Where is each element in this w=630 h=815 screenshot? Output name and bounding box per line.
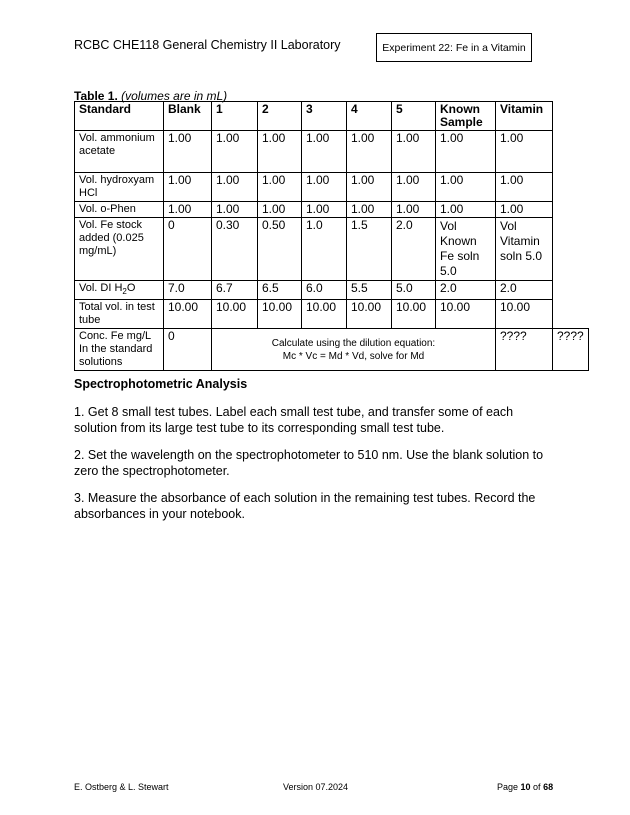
table-cell: 0.50: [258, 218, 302, 281]
page-label: Page: [497, 782, 521, 792]
header-cell: Known Sample: [436, 102, 496, 131]
table-row: [75, 131, 589, 173]
table-cell: 10.00: [496, 300, 553, 329]
step-3: 3. Measure the absorbance of each solution in the remaining test tubes. Record the absorbances in your notebook.: [74, 491, 536, 521]
experiment-title: Experiment 22: Fe in a Vitamin: [382, 41, 526, 54]
table-row: [75, 281, 589, 300]
row-label: Vol. Fe stock added (0.025 mg/mL): [75, 218, 164, 281]
table-cell: 1.00: [392, 173, 436, 202]
table-cell: 0: [164, 218, 212, 281]
table-cell: 1.00: [302, 173, 347, 202]
table-cell: 10.00: [436, 300, 496, 329]
table-cell: 1.0: [302, 218, 347, 281]
table-cell: 5.0: [392, 281, 436, 300]
table-cell: 1.00: [392, 202, 436, 218]
table-cell: ????: [496, 329, 553, 371]
table-cell: 1.00: [164, 131, 212, 173]
step-1: 1. Get 8 small test tubes. Label each small test tube, and transfer some of each solution from its large test tube to its corresponding small test tube.: [74, 405, 514, 435]
header-cell: Standard: [75, 102, 164, 131]
table-cell: 1.00: [347, 173, 392, 202]
table-row: [75, 218, 589, 281]
table-cell: 10.00: [258, 300, 302, 329]
row-label-text: O: [126, 282, 136, 294]
dilution-equation: Mc * Vc = Md * Vd, solve for Md: [282, 350, 425, 362]
table-row: [75, 202, 589, 218]
table-cell: 10.00: [212, 300, 258, 329]
table-caption-label: Table 1.: [74, 89, 118, 103]
table-cell: 1.00: [212, 202, 258, 218]
page-total: 68: [543, 782, 554, 792]
table-cell: 1.00: [436, 202, 496, 218]
table-cell: 6.7: [212, 281, 258, 300]
volume-table: [74, 101, 589, 371]
table-cell: 2.0: [392, 218, 436, 281]
table-cell: 10.00: [347, 300, 392, 329]
table-cell: 1.00: [496, 173, 553, 202]
table-cell: ????: [553, 329, 589, 371]
row-label: Vol. ammonium acetate: [75, 131, 164, 173]
footer-page-number: [497, 782, 553, 792]
row-label: Vol. o-Phen: [75, 202, 164, 218]
table-cell: 1.00: [347, 131, 392, 173]
table-row: [75, 300, 589, 329]
table-cell: 1.00: [164, 202, 212, 218]
row-label-text: Vol. DI H: [79, 282, 123, 294]
table-cell: 2.0: [496, 281, 553, 300]
table-cell: 1.00: [258, 131, 302, 173]
dilution-instruction-cell: [212, 329, 496, 371]
table-cell: 1.00: [436, 131, 496, 173]
table-row-concentration: [75, 329, 589, 371]
row-label: [75, 281, 164, 300]
table-cell: 2.0: [436, 281, 496, 300]
table-cell: 1.00: [347, 202, 392, 218]
table-cell: 1.00: [302, 131, 347, 173]
row-label-subscript: 2: [122, 287, 127, 297]
table-cell: Vol Vitamin soln 5.0: [496, 218, 553, 281]
table-cell: 1.00: [212, 131, 258, 173]
header-cell: 4: [347, 102, 392, 131]
row-label: Total vol. in test tube: [75, 300, 164, 329]
table-cell: 1.00: [392, 131, 436, 173]
section-title: Spectrophotometric Analysis: [74, 377, 248, 391]
table-row: [75, 173, 589, 202]
table-cell: 1.00: [302, 202, 347, 218]
header-course-title: RCBC CHE118 General Chemistry II Laboratory: [74, 38, 341, 52]
table-header-row: [75, 102, 589, 131]
table-cell: 10.00: [392, 300, 436, 329]
table-cell: 1.00: [258, 173, 302, 202]
table-caption-note: (volumes are in mL): [121, 89, 228, 103]
footer-version: Version 07.2024: [283, 782, 349, 792]
table-cell: 5.5: [347, 281, 392, 300]
header-cell: 5: [392, 102, 436, 131]
header-cell: 1: [212, 102, 258, 131]
table-cell: Vol Known Fe soln 5.0: [436, 218, 496, 281]
header-cell: 2: [258, 102, 302, 131]
table-cell: 1.00: [164, 173, 212, 202]
table-cell: 1.00: [212, 173, 258, 202]
table-cell: 0.30: [212, 218, 258, 281]
table-cell: 6.0: [302, 281, 347, 300]
table-cell: 1.00: [258, 202, 302, 218]
experiment-title-box: [376, 33, 532, 62]
table-cell: 6.5: [258, 281, 302, 300]
table-cell: 1.00: [436, 173, 496, 202]
table-cell: 1.5: [347, 218, 392, 281]
header-cell: Blank: [164, 102, 212, 131]
table-cell: 10.00: [302, 300, 347, 329]
page-current: 10: [520, 782, 531, 792]
header-cell: Vitamin: [496, 102, 553, 131]
page-of-label: of: [530, 782, 544, 792]
table-cell: 1.00: [496, 202, 553, 218]
table-cell: 1.00: [496, 131, 553, 173]
row-label: Conc. Fe mg/L In the standard solutions: [75, 329, 164, 371]
step-2: 2. Set the wavelength on the spectrophotometer to 510 nm. Use the blank solution to zero the spectrophotometer.: [74, 448, 544, 478]
dilution-instruction: Calculate using the dilution equation:: [271, 337, 436, 349]
table-cell: 0: [164, 329, 212, 371]
row-label: Vol. hydroxyam HCl: [75, 173, 164, 202]
header-cell: 3: [302, 102, 347, 131]
table-cell: 7.0: [164, 281, 212, 300]
table-cell: 10.00: [164, 300, 212, 329]
footer-authors: E. Ostberg & L. Stewart: [74, 782, 169, 792]
